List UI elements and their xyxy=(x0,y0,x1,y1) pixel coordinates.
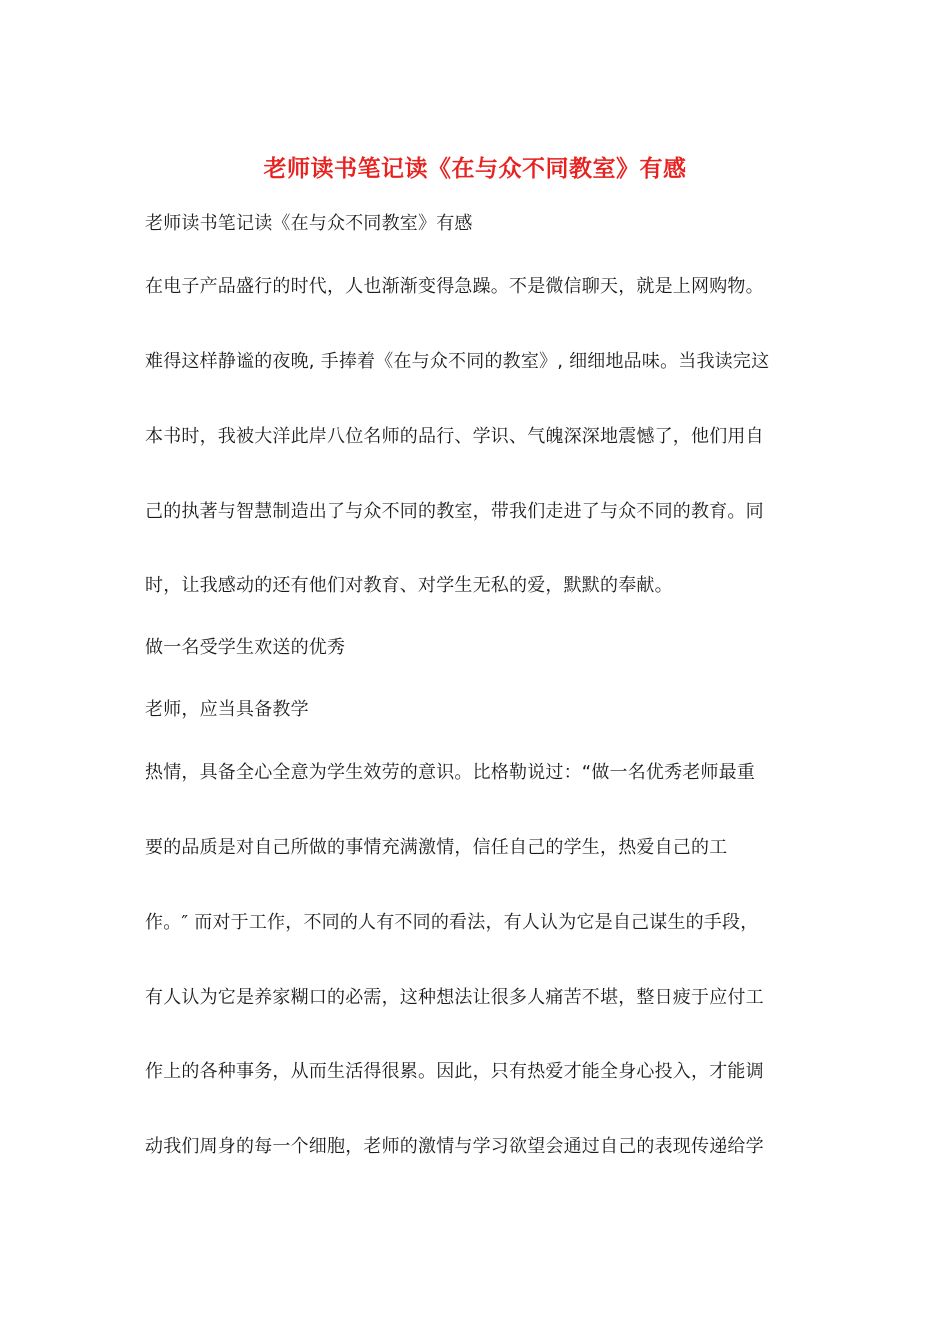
text-line: 作。″ 而对于工作，不同的人有不同的看法，有人认为它是自己谋生的手段， xyxy=(145,912,759,933)
text-line: 要的品质是对自己所做的事情充满激情，信任自己的学生，热爱自己的工 xyxy=(145,837,728,858)
text-line: 在电子产品盛行的时代，人也渐渐变得急躁。不是微信聊天，就是上网购物。 xyxy=(145,276,764,297)
text-line: 本书时，我被大洋此岸八位名师的品行、学识、气魄深深地震憾了，他们用自 xyxy=(145,426,764,447)
text-line: 老师，应当具备教学 xyxy=(145,699,309,720)
text-line: 动我们周身的每一个细胞，老师的激情与学习欲望会通过自己的表现传递给学 xyxy=(145,1136,764,1157)
text-line: 老师读书笔记读《在与众不同教室》有感 xyxy=(145,213,473,234)
text-line: 难得这样静谧的夜晚, 手捧着《在与众不同的教室》, 细细地品味。当我读完这 xyxy=(145,351,770,372)
text-line: 有人认为它是养家糊口的必需，这种想法让很多人痛苦不堪，整日疲于应付工 xyxy=(145,987,764,1008)
text-line: 己的执著与智慧制造出了与众不同的教室，带我们走进了与众不同的教育。同 xyxy=(145,501,764,522)
text-line: 热情，具备全心全意为学生效劳的意识。比格勒说过：“做一名优秀老师最重 xyxy=(145,762,756,783)
document-title: 老师读书笔记读《在与众不同教室》有感 xyxy=(263,155,687,182)
text-line: 做一名受学生欢送的优秀 xyxy=(145,637,346,658)
text-line: 时，让我感动的还有他们对教育、对学生无私的爱，默默的奉献。 xyxy=(145,575,673,596)
text-line: 作上的各种事务，从而生活得很累。因此，只有热爱才能全身心投入，才能调 xyxy=(145,1061,764,1082)
